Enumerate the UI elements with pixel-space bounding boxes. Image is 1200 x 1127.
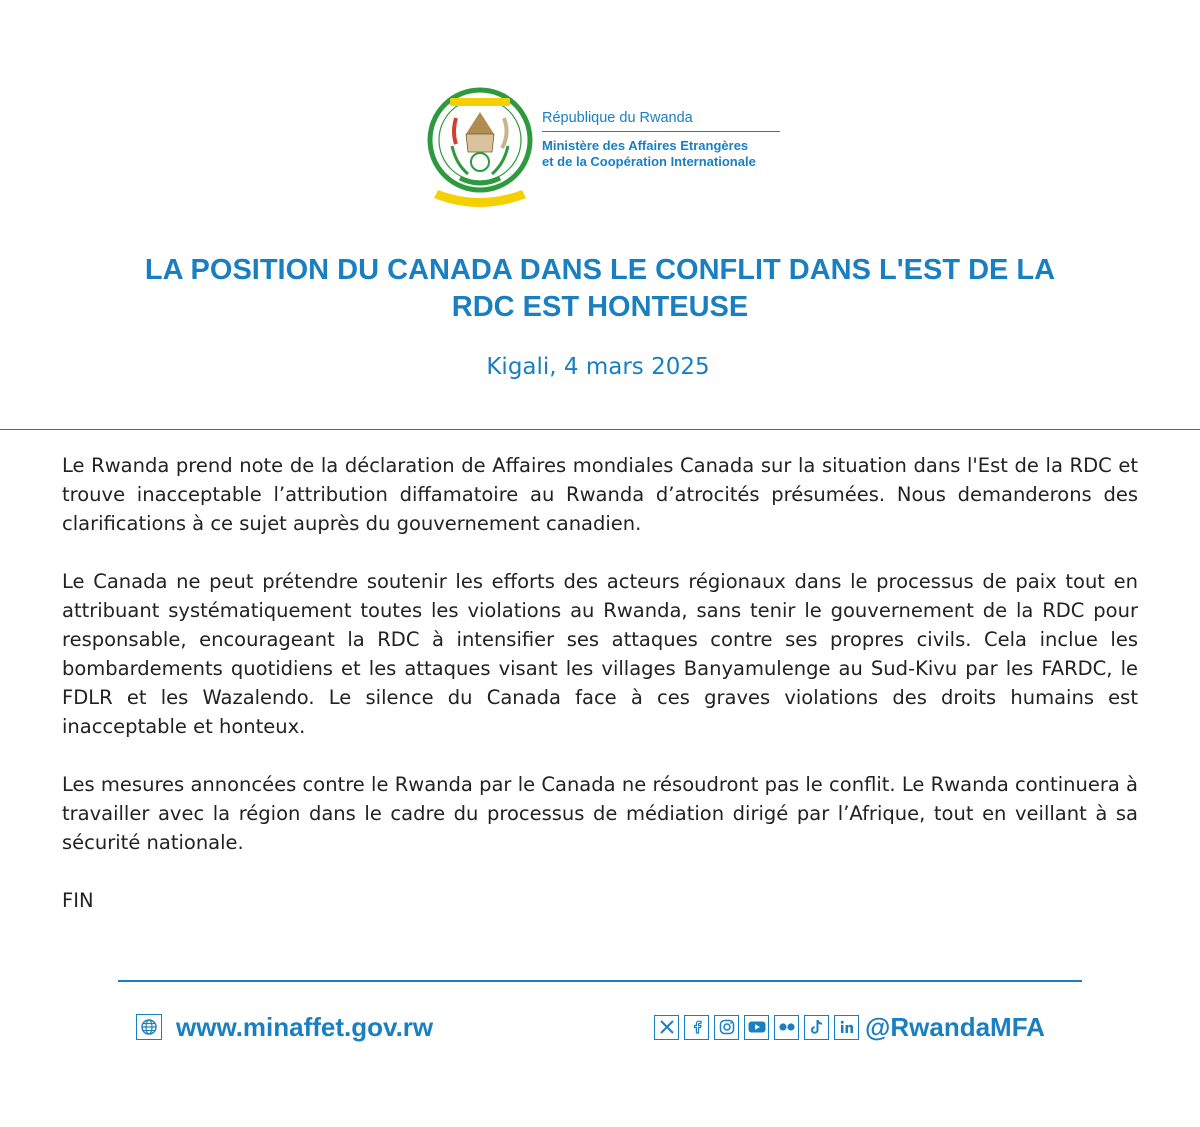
footer-divider xyxy=(118,980,1082,982)
header-divider xyxy=(0,429,1200,430)
republic-label: République du Rwanda xyxy=(542,110,780,132)
rwanda-coat-of-arms-seal xyxy=(426,86,534,216)
paragraph-1: Le Rwanda prend note de la déclaration de Affaires mondiales Canada sur la situation dans l'Est de la RDC et trouve inacceptable l’attribution diffamatoire au Rwanda d’atrocités présumées. Nous demanderons des clarifications à ce sujet auprès du gouvernement canadien. xyxy=(62,454,1138,535)
ministry-name-line-1: Ministère des Affaires Etrangères xyxy=(542,138,749,153)
paragraph-2: Le Canada ne peut prétendre soutenir les efforts des acteurs régionaux dans le processus de paix tout en attribuant systématiquement toutes les violations au Rwanda, sans tenir le gouvernement de la RDC pour responsable, encourageant la RDC à intensifier ses attaques contre ses propres civils. Cela inclue les bombardements quotidiens et les attaques visant les villages Banyamulenge au Sud-Kivu par les FARDC, le FDLR et les Wazalendo. Le silence du Canada face à ces graves violations des droits humains est inacceptable et honteux. xyxy=(62,570,1138,738)
dateline: Kigali, 4 mars 2025 xyxy=(486,354,710,380)
title-line-1: LA POSITION DU CANADA DANS LE CONFLIT DANS L'EST DE LA xyxy=(144,254,1056,286)
paragraph-3: Les mesures annoncées contre le Rwanda par le Canada ne résoudront pas le conflit. Le Rwanda continuera à travailler avec la région dans le cadre du processus de médiation dirigé par l’Afrique, tout en veillant à sa sécurité nationale. xyxy=(62,773,1138,854)
press-release-title xyxy=(100,252,1100,326)
tiktok-icon[interactable] xyxy=(804,1015,829,1040)
letterhead xyxy=(426,86,806,216)
website-block[interactable] xyxy=(136,1010,433,1044)
facebook-icon[interactable] xyxy=(684,1015,709,1040)
title-line-2: RDC EST HONTEUSE xyxy=(451,291,749,323)
x-icon[interactable] xyxy=(654,1015,679,1040)
youtube-icon[interactable] xyxy=(744,1015,769,1040)
ministry-name-block xyxy=(542,110,780,170)
website-link[interactable]: www.minaffet.gov.rw xyxy=(176,1011,434,1042)
social-handle[interactable]: @RwandaMFA xyxy=(865,1011,1045,1042)
linkedin-icon[interactable] xyxy=(834,1015,859,1040)
statement-body xyxy=(62,451,1138,944)
instagram-icon[interactable] xyxy=(714,1015,739,1040)
ministry-name-line-2: et de la Coopération Internationale xyxy=(542,154,756,169)
end-mark: FIN xyxy=(62,889,94,912)
flickr-icon[interactable] xyxy=(774,1015,799,1040)
social-block xyxy=(654,1010,1045,1044)
globe-icon xyxy=(136,1014,162,1040)
